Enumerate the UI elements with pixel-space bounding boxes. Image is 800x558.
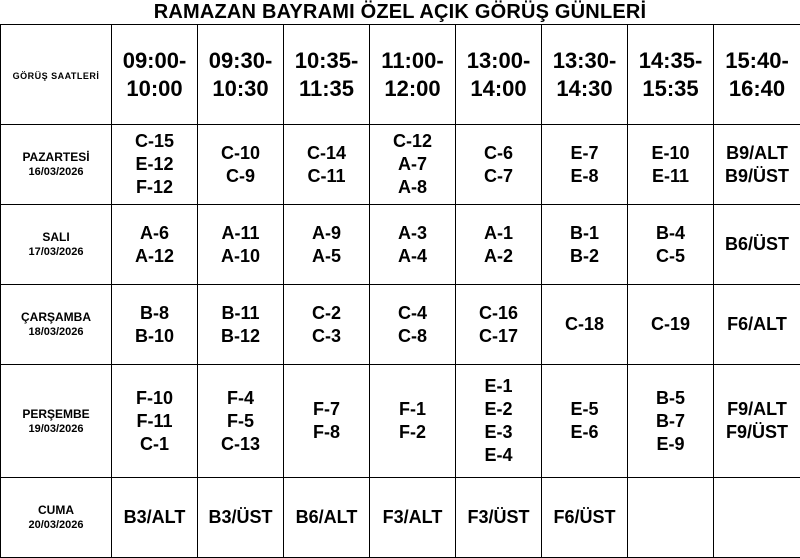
ward-code: F6/ÜST	[542, 506, 627, 529]
ward-code: A-7	[370, 153, 455, 176]
schedule-cell	[284, 478, 370, 558]
time-slot-header	[628, 25, 714, 125]
schedule-body	[1, 25, 800, 558]
time-slot-header	[198, 25, 284, 125]
ward-code: E-2	[456, 398, 541, 421]
schedule-cell	[198, 285, 284, 365]
schedule-cell	[370, 478, 456, 558]
ward-code: C-9	[198, 165, 283, 188]
ward-code: A-4	[370, 245, 455, 268]
ward-code: F-5	[198, 410, 283, 433]
time-slot-part: 13:00-	[456, 47, 541, 75]
ward-code: A-12	[112, 245, 197, 268]
day-date: 16/03/2026	[1, 165, 111, 179]
ward-code: F-11	[112, 410, 197, 433]
schedule-cell	[112, 285, 198, 365]
ward-code: C-18	[542, 313, 627, 336]
header-label: GÖRÜŞ SAATLERİ	[13, 71, 100, 81]
time-slot-part: 13:30-	[542, 47, 627, 75]
schedule-cell	[542, 205, 628, 285]
ward-code: C-11	[284, 165, 369, 188]
schedule-cell	[714, 365, 800, 478]
schedule-cell	[628, 205, 714, 285]
schedule-cell	[714, 285, 800, 365]
time-slot-part: 14:30	[542, 75, 627, 103]
day-date: 19/03/2026	[1, 422, 111, 436]
ward-code: B-10	[112, 325, 197, 348]
ward-code: F3/ÜST	[456, 506, 541, 529]
ward-code: B-1	[542, 222, 627, 245]
ward-code: C-4	[370, 302, 455, 325]
ward-code: E-4	[456, 444, 541, 467]
schedule-cell	[456, 365, 542, 478]
ward-code: F9/ÜST	[714, 421, 800, 444]
day-cell	[1, 365, 112, 478]
ward-code: A-2	[456, 245, 541, 268]
ward-code: E-8	[542, 165, 627, 188]
schedule-cell	[456, 478, 542, 558]
ward-code: C-5	[628, 245, 713, 268]
time-slot-part: 10:35-	[284, 47, 369, 75]
ward-code: A-5	[284, 245, 369, 268]
ward-code: C-3	[284, 325, 369, 348]
time-slot-part: 11:35	[284, 75, 369, 103]
time-slot-part: 16:40	[714, 75, 800, 103]
ward-code: F-10	[112, 387, 197, 410]
ward-code: C-8	[370, 325, 455, 348]
ward-code: C-7	[456, 165, 541, 188]
day-name: ÇARŞAMBA	[1, 310, 111, 325]
schedule-cell	[370, 205, 456, 285]
time-slot-header	[542, 25, 628, 125]
ward-code: E-1	[456, 375, 541, 398]
day-date: 20/03/2026	[1, 518, 111, 532]
time-slot-part: 10:00	[112, 75, 197, 103]
schedule-cell	[112, 205, 198, 285]
ward-code: A-8	[370, 176, 455, 199]
ward-code: C-13	[198, 433, 283, 456]
schedule-cell	[542, 365, 628, 478]
ward-code: C-15	[112, 130, 197, 153]
time-slot-header	[112, 25, 198, 125]
schedule-cell	[542, 285, 628, 365]
schedule-cell	[370, 125, 456, 205]
schedule-cell	[198, 365, 284, 478]
ward-code: F-8	[284, 421, 369, 444]
time-slot-header	[714, 25, 800, 125]
ward-code: A-10	[198, 245, 283, 268]
schedule-cell	[714, 125, 800, 205]
ward-code: C-16	[456, 302, 541, 325]
schedule-cell	[284, 205, 370, 285]
ward-code: C-12	[370, 130, 455, 153]
ward-code: B-4	[628, 222, 713, 245]
time-slot-header	[370, 25, 456, 125]
schedule-cell	[628, 478, 714, 558]
ward-code: E-11	[628, 165, 713, 188]
time-slot-part: 14:00	[456, 75, 541, 103]
day-cell	[1, 478, 112, 558]
schedule-cell	[370, 365, 456, 478]
time-slot-part: 09:00-	[112, 47, 197, 75]
ward-code: F6/ALT	[714, 313, 800, 336]
ward-code: B-11	[198, 302, 283, 325]
ward-code: F-2	[370, 421, 455, 444]
schedule-cell	[628, 285, 714, 365]
ward-code: E-10	[628, 142, 713, 165]
schedule-cell	[284, 365, 370, 478]
time-slot-header	[456, 25, 542, 125]
schedule-cell	[628, 365, 714, 478]
day-row	[1, 285, 800, 365]
time-slot-part: 11:00-	[370, 47, 455, 75]
day-row	[1, 478, 800, 558]
day-cell	[1, 205, 112, 285]
ward-code: A-3	[370, 222, 455, 245]
ward-code: F-4	[198, 387, 283, 410]
schedule-cell	[112, 365, 198, 478]
schedule-cell	[714, 205, 800, 285]
schedule-cell	[456, 125, 542, 205]
ward-code: B9/ÜST	[714, 165, 800, 188]
ward-code: E-12	[112, 153, 197, 176]
ward-code: A-11	[198, 222, 283, 245]
day-cell	[1, 125, 112, 205]
ward-code: A-1	[456, 222, 541, 245]
day-name: PERŞEMBE	[1, 407, 111, 422]
ward-code: B6/ÜST	[714, 233, 800, 256]
ward-code: C-2	[284, 302, 369, 325]
ward-code: F-1	[370, 398, 455, 421]
ward-code: E-3	[456, 421, 541, 444]
ward-code: C-6	[456, 142, 541, 165]
ward-code: F-7	[284, 398, 369, 421]
time-slot-part: 10:30	[198, 75, 283, 103]
schedule-cell	[542, 125, 628, 205]
day-row	[1, 125, 800, 205]
ward-code: B3/ALT	[112, 506, 197, 529]
time-slot-part: 14:35-	[628, 47, 713, 75]
day-date: 17/03/2026	[1, 245, 111, 259]
ward-code: A-9	[284, 222, 369, 245]
schedule-cell	[370, 285, 456, 365]
ward-code: E-5	[542, 398, 627, 421]
day-name: CUMA	[1, 503, 111, 518]
header-row	[1, 25, 800, 125]
ward-code: B-7	[628, 410, 713, 433]
ward-code: E-6	[542, 421, 627, 444]
ward-code: F3/ALT	[370, 506, 455, 529]
day-cell	[1, 285, 112, 365]
ward-code: A-6	[112, 222, 197, 245]
schedule-cell	[112, 125, 198, 205]
ward-code: F9/ALT	[714, 398, 800, 421]
ward-code: B9/ALT	[714, 142, 800, 165]
ward-code: B-12	[198, 325, 283, 348]
day-name: SALI	[1, 230, 111, 245]
ward-code: C-10	[198, 142, 283, 165]
schedule-cell	[714, 478, 800, 558]
ward-code: C-17	[456, 325, 541, 348]
schedule-cell	[112, 478, 198, 558]
ward-code: B-2	[542, 245, 627, 268]
time-slot-part: 15:40-	[714, 47, 800, 75]
schedule-cell	[456, 285, 542, 365]
day-row	[1, 365, 800, 478]
ward-code: B-8	[112, 302, 197, 325]
ward-code: C-14	[284, 142, 369, 165]
time-slot-part: 09:30-	[198, 47, 283, 75]
schedule-cell	[628, 125, 714, 205]
day-row	[1, 205, 800, 285]
schedule-cell	[198, 125, 284, 205]
day-name: PAZARTESİ	[1, 150, 111, 165]
day-date: 18/03/2026	[1, 325, 111, 339]
time-slot-part: 12:00	[370, 75, 455, 103]
schedule-cell	[284, 125, 370, 205]
ward-code: B6/ALT	[284, 506, 369, 529]
ward-code: E-9	[628, 433, 713, 456]
schedule-cell	[198, 478, 284, 558]
ward-code: C-19	[628, 313, 713, 336]
ward-code: F-12	[112, 176, 197, 199]
schedule-cell	[456, 205, 542, 285]
ward-code: C-1	[112, 433, 197, 456]
schedule-cell	[284, 285, 370, 365]
visit-schedule-table	[0, 24, 800, 558]
schedule-cell	[198, 205, 284, 285]
ward-code: B-5	[628, 387, 713, 410]
ward-code: E-7	[542, 142, 627, 165]
page-title: RAMAZAN BAYRAMI ÖZEL AÇIK GÖRÜŞ GÜNLERİ	[0, 0, 800, 24]
time-slot-header	[284, 25, 370, 125]
header-label-cell	[1, 25, 112, 125]
schedule-cell	[542, 478, 628, 558]
ward-code: B3/ÜST	[198, 506, 283, 529]
time-slot-part: 15:35	[628, 75, 713, 103]
